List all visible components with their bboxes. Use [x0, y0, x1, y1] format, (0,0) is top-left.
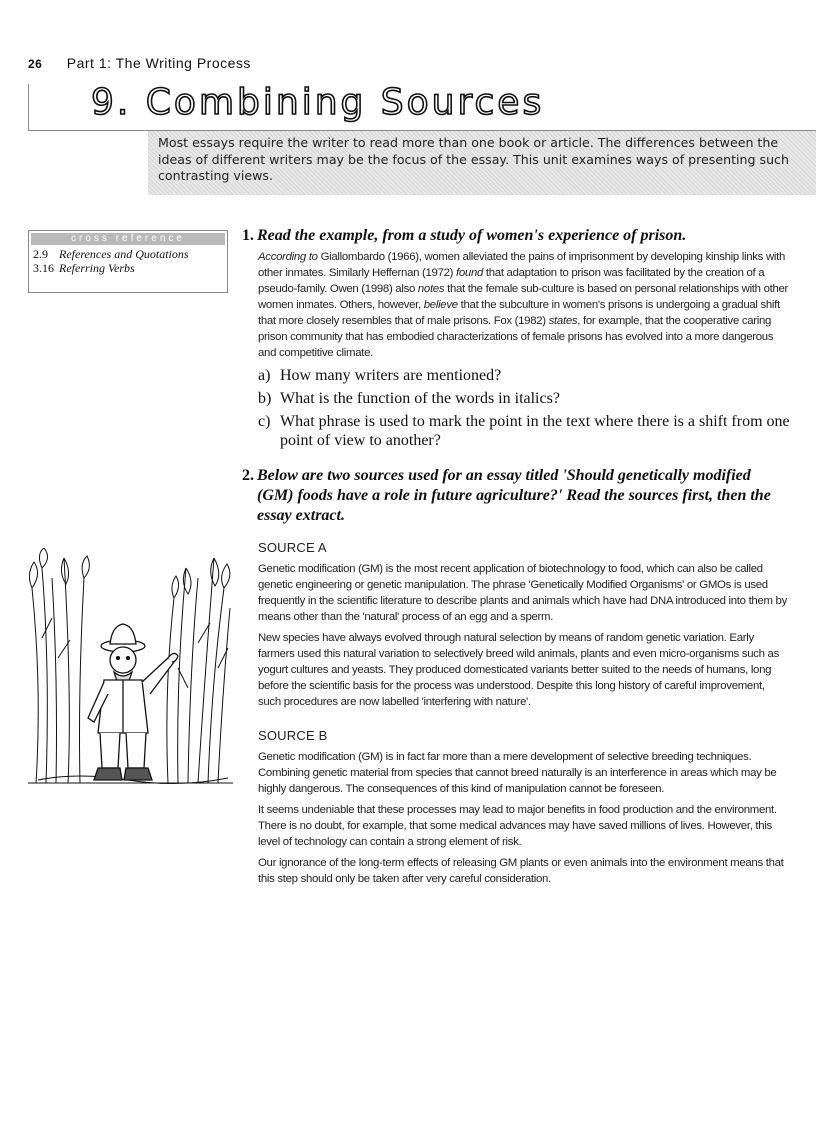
question-1-heading: [242, 226, 790, 246]
passage-text: that the subculture in women's prisons is undergoing a gradual shift that more closely resembles that of male prisons. Fox (1982): [258, 299, 780, 327]
cross-reference-number: 2.9: [33, 247, 48, 261]
subquestion-label: c): [258, 413, 271, 430]
italic-word: notes: [417, 283, 445, 295]
source-b-paragraph: It seems undeniable that these processes may lead to major benefits in food production and the environment. There is no doubt, for example, that some medical advances may have saved millions of lives. However, this level of technology can contain a strong element of risk.: [258, 804, 777, 848]
cross-reference-box: [28, 230, 228, 293]
italic-phrase: According to: [258, 251, 318, 263]
subquestion-text: What is the function of the words in italics?: [280, 390, 560, 407]
farmer-wheat-drawing: [28, 548, 233, 788]
source-b-paragraph: Our ignorance of the long-term effects of releasing GM plants or even animals into the environment means that this step should only be taken after very careful consideration.: [258, 857, 784, 885]
subquestion: [258, 412, 790, 450]
subquestion: [258, 366, 790, 385]
subquestion-label: a): [258, 367, 271, 384]
source-b-label: SOURCE B: [258, 728, 328, 743]
italic-word: states: [548, 315, 578, 327]
subquestion: [258, 389, 790, 408]
source-b-paragraph: Genetic modification (GM) is in fact far more than a mere development of selective breeding techniques. Combining genetic material from species that cannot breed naturally is an interference in areas which may be highly dangerous. The consequences of this kind of manipulation cannot be foreseen.: [258, 751, 777, 795]
italic-word: believe: [423, 299, 458, 311]
subquestion-label: b): [258, 390, 272, 407]
question-number: 1.: [242, 227, 254, 244]
question-number: 2.: [242, 467, 254, 484]
cross-reference-text: References and Quotations: [59, 247, 189, 261]
source-a-paragraph: Genetic modification (GM) is the most recent application of biotechnology to food, which can also be called genetic engineering or genetic manipulation. The phrase 'Genetically Modified Organisms' or GMOs is used frequently in the scientific literature to describe plants and animals which have had DNA introduced into them by means other than the 'natural' process of an egg and a sperm.: [258, 563, 787, 623]
cross-reference-heading: cross reference: [31, 233, 225, 245]
farmer-wheat-illustration: [28, 548, 233, 788]
cross-reference-item: [29, 261, 227, 275]
source-a-label: SOURCE A: [258, 540, 327, 555]
intro-box: Most essays require the writer to read more than one book or article. The differences between the ideas of different writers may be the focus of the essay. This unit examines ways of presenting such contrasting views.: [148, 131, 816, 195]
unit-title: 9. Combining Sources: [91, 82, 545, 123]
source-a-paragraph: New species have always evolved through natural selection by means of random genetic variation. Early farmers used this natural variation to selectively breed wild animals, plants and even micro-organisms such as yogurt cultures and yeasts. They produced domesticated variants better suited to the needs of humans, long before the scientific basis for the process was understood. Despite this long history of careful improvement, such procedures are now labelled 'interfering with nature'.: [258, 632, 779, 708]
passage-text: that adaptation to prison was facilitated by the creation of a pseudo-family. Owen (1998) also: [258, 267, 765, 295]
passage-text: that the female sub-culture is based on personal relationships with other women inmates. Others, however,: [258, 283, 789, 311]
page-number: 26: [28, 57, 43, 71]
part-title: Part 1: The Writing Process: [66, 55, 251, 71]
prison-passage: [258, 249, 790, 361]
passage-text: , for example, that the cooperative caring prison community that has embodied characterizations of female prisons has evolved into a more dangerous and competitive climate.: [258, 315, 774, 359]
question-text: Read the example, from a study of women's experience of prison.: [257, 227, 687, 244]
question-text: Below are two sources used for an essay titled 'Should genetically modified (GM) foods have a role in future agriculture?' Read the sources first, then the essay extract.: [257, 467, 771, 524]
unit-title-bar: [28, 84, 816, 131]
passage-text: Giallombardo (1966), women alleviated the pains of imprisonment by developing kinship links with other inmates. Similarly Heffernan (1972): [258, 251, 786, 279]
italic-word: found: [456, 267, 484, 279]
running-header: [28, 55, 251, 71]
cross-reference-text: Referring Verbs: [59, 261, 135, 275]
cross-reference-number: 3.16: [33, 261, 54, 275]
cross-reference-item: [29, 247, 227, 261]
question-2-heading: [242, 466, 790, 526]
subquestion-text: What phrase is used to mark the point in the text where there is a shift from one point of view to another?: [280, 413, 790, 449]
main-content: [242, 226, 790, 892]
subquestion-text: How many writers are mentioned?: [280, 367, 502, 384]
